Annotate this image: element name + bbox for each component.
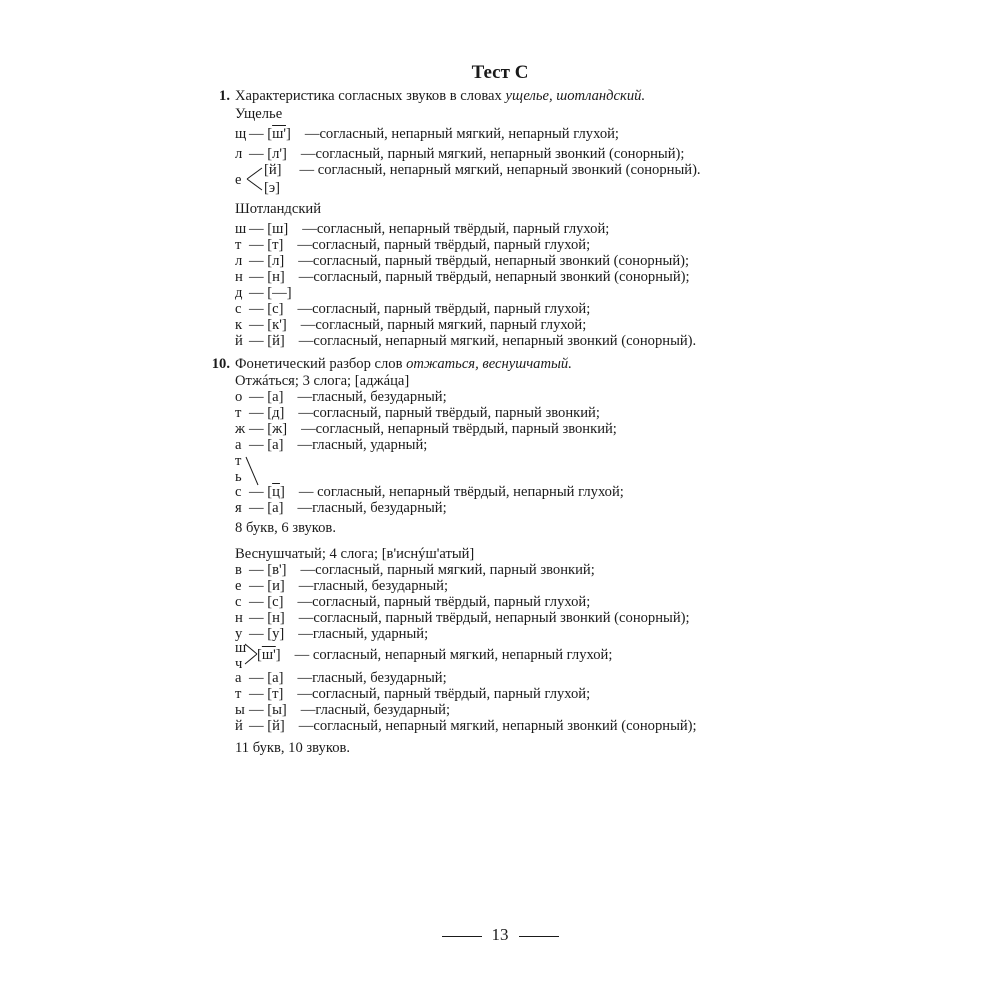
q10-word1-head: Отжáться; 3 слога; [аджáца] bbox=[235, 373, 410, 389]
row-letter: л bbox=[235, 253, 243, 269]
row-letter: т bbox=[235, 405, 242, 421]
table-row: т — [д] —согласный, парный твёрдый, парный звонкий; bbox=[235, 405, 600, 421]
row-sound: у bbox=[272, 626, 280, 642]
table-row: д — [—] bbox=[235, 285, 292, 301]
row-letter: л bbox=[235, 146, 243, 162]
page-number: 13 bbox=[491, 925, 509, 944]
q1-heading-plain: Характеристика согласных звуков в словах bbox=[235, 88, 506, 104]
q10-soft-sign: ь bbox=[235, 469, 242, 485]
table-row: ы — [ы] —гласный, безударный; bbox=[235, 702, 450, 718]
row-letter: н bbox=[235, 269, 243, 285]
row-sound: а bbox=[272, 437, 279, 453]
q10-heading bbox=[235, 356, 572, 372]
row-sound: к' bbox=[272, 317, 282, 333]
row-sound: с bbox=[272, 301, 279, 317]
table-row: а — [а] —гласный, безударный; bbox=[235, 670, 447, 686]
row-description: согласный, парный твёрдый, парный глухой; bbox=[312, 594, 591, 610]
row-sound: — bbox=[272, 285, 287, 301]
row-description: гласный, безударный; bbox=[315, 702, 450, 718]
row-letter: я bbox=[235, 500, 242, 516]
row-letter: щ bbox=[235, 126, 247, 142]
row-sound: т bbox=[272, 237, 279, 253]
table-row: н — [н] —согласный, парный твёрдый, непарный звонкий (сонорный); bbox=[235, 610, 690, 626]
q10-word1-total: 8 букв, 6 звуков. bbox=[235, 520, 336, 536]
row-sound: ш' bbox=[272, 126, 286, 142]
table-row: ш — [ш] —согласный, непарный твёрдый, парный глухой; bbox=[235, 221, 610, 237]
row-letter: д bbox=[235, 285, 243, 301]
q1-e-desc1: согласный, непарный мягкий, непарный звонкий (сонорный). bbox=[317, 162, 701, 178]
q1-e-letter: е bbox=[235, 172, 242, 188]
row-description: согласный, непарный мягкий, непарный глухой; bbox=[319, 126, 619, 142]
row-sound: в' bbox=[272, 562, 282, 578]
q10-word2-total: 11 букв, 10 звуков. bbox=[235, 740, 351, 756]
q1-number: 1. bbox=[219, 88, 230, 104]
footer-rule-left bbox=[442, 936, 482, 937]
table-row: е — [и] —гласный, безударный; bbox=[235, 578, 448, 594]
q10-heading-italic: отжаться, веснушчатый. bbox=[406, 356, 572, 372]
row-letter: о bbox=[235, 389, 243, 405]
table-row: в — [в'] —согласный, парный мягкий, парный звонкий; bbox=[235, 562, 595, 578]
page-title: Тест С bbox=[471, 62, 529, 83]
row-description: согласный, парный мягкий, парный глухой; bbox=[315, 317, 587, 333]
row-description: согласный, парный твёрдый, непарный звонкий (сонорный); bbox=[312, 253, 690, 269]
row-sound: л' bbox=[272, 146, 283, 162]
row-description: гласный, ударный; bbox=[312, 437, 428, 453]
row-description: гласный, безударный; bbox=[312, 500, 447, 516]
table-row: т — [т] —согласный, парный твёрдый, парный глухой; bbox=[235, 237, 591, 253]
table-row: ж — [ж] —согласный, непарный твёрдый, парный звонкий; bbox=[235, 421, 617, 437]
q10-sh-letter: ш bbox=[235, 640, 247, 656]
row-description: согласный, парный твёрдый, парный глухой; bbox=[311, 237, 591, 253]
table-row: к — [к'] —согласный, парный мягкий, парный глухой; bbox=[235, 317, 587, 333]
row-letter: е bbox=[235, 578, 242, 594]
row-sound: т bbox=[272, 686, 279, 702]
row-letter: т bbox=[235, 686, 242, 702]
row-description: гласный, безударный; bbox=[313, 578, 448, 594]
q10-word2-head: Веснушчатый; 4 слога; [в'иснýш'атый] bbox=[235, 546, 475, 562]
row-sound: н bbox=[272, 269, 280, 285]
row-letter: к bbox=[235, 317, 243, 333]
row-sound: а bbox=[272, 500, 279, 516]
row-sound: ж bbox=[272, 421, 283, 437]
row-sound: ы bbox=[272, 702, 282, 718]
table-row: й — [й] —согласный, непарный мягкий, непарный звонкий (сонорный). bbox=[235, 333, 697, 349]
row-letter: с bbox=[235, 301, 242, 317]
row-letter: й bbox=[235, 718, 243, 734]
table-row: й — [й] —согласный, непарный мягкий, непарный звонкий (сонорный); bbox=[235, 718, 697, 734]
row-description: согласный, парный мягкий, непарный звонкий (сонорный); bbox=[315, 146, 685, 162]
row-sound: д bbox=[272, 405, 280, 421]
row-sound: а bbox=[272, 389, 279, 405]
q10-shch-desc: согласный, непарный мягкий, непарный глухой; bbox=[312, 647, 613, 663]
row-letter: с bbox=[235, 594, 242, 610]
q1-word1: Ущелье bbox=[235, 106, 283, 122]
q10-shch-sound: ш' bbox=[261, 647, 276, 663]
q1-heading bbox=[235, 88, 645, 104]
q1-e-sound1-row: [й] — согласный, непарный мягкий, непарный звонкий (сонорный). bbox=[264, 162, 701, 178]
row-sound: и bbox=[272, 578, 280, 594]
row-description: гласный, безударный; bbox=[312, 670, 447, 686]
table-row: л — [л'] —согласный, парный мягкий, непарный звонкий (сонорный); bbox=[235, 146, 685, 162]
q10-c-row: с — [ц] — согласный, непарный твёрдый, непарный глухой; bbox=[235, 484, 624, 500]
row-description: гласный, ударный; bbox=[312, 626, 429, 642]
table-row: я — [а] —гласный, безударный; bbox=[235, 500, 447, 516]
row-letter: ш bbox=[235, 221, 247, 237]
q10-ch-letter: ч bbox=[235, 656, 243, 672]
table-row: л — [л] —согласный, парный твёрдый, непарный звонкий (сонорный); bbox=[235, 253, 690, 269]
row-sound: й bbox=[272, 718, 280, 734]
row-letter: ы bbox=[235, 702, 245, 718]
row-description: согласный, парный твёрдый, парный глухой; bbox=[312, 301, 591, 317]
table-row: а — [а] —гласный, ударный; bbox=[235, 437, 428, 453]
row-letter: у bbox=[235, 626, 243, 642]
q1-word2: Шотландский bbox=[235, 201, 322, 217]
row-description: гласный, безударный; bbox=[312, 389, 447, 405]
q10-c-sound: ц bbox=[272, 484, 280, 500]
row-description: согласный, парный мягкий, парный звонкий; bbox=[315, 562, 595, 578]
page-footer bbox=[0, 925, 1000, 945]
row-sound: а bbox=[272, 670, 279, 686]
row-sound: й bbox=[272, 333, 280, 349]
row-description: согласный, парный твёрдый, непарный звонкий (сонорный); bbox=[313, 610, 690, 626]
q1-heading-italic: ущелье, шотландский. bbox=[505, 88, 646, 104]
q1-e-sound2: [э] bbox=[264, 180, 280, 196]
footer-rule-right bbox=[519, 936, 559, 937]
row-letter: ж bbox=[235, 421, 246, 437]
branch-icon bbox=[245, 165, 265, 197]
q1-e-sound1: [й] bbox=[264, 162, 282, 178]
row-letter: н bbox=[235, 610, 243, 626]
table-row: с — [с] —согласный, парный твёрдый, парный глухой; bbox=[235, 594, 591, 610]
row-description: согласный, парный твёрдый, парный звонкий; bbox=[313, 405, 600, 421]
row-description: согласный, парный твёрдый, непарный звонкий (сонорный); bbox=[313, 269, 690, 285]
q10-shch-row: [ш'] — согласный, непарный мягкий, непарный глухой; bbox=[257, 647, 613, 663]
q10-number: 10. bbox=[211, 356, 230, 372]
q10-t-letter: т bbox=[235, 453, 242, 469]
row-sound: с bbox=[272, 594, 279, 610]
row-letter: й bbox=[235, 333, 243, 349]
row-description: согласный, парный твёрдый, парный глухой; bbox=[311, 686, 591, 702]
table-row: щ — [ш'] —согласный, непарный мягкий, непарный глухой; bbox=[235, 126, 619, 142]
table-row: н — [н] —согласный, парный твёрдый, непарный звонкий (сонорный); bbox=[235, 269, 690, 285]
row-letter: т bbox=[235, 237, 242, 253]
row-letter: а bbox=[235, 437, 242, 453]
q10-heading-plain: Фонетический разбор слов bbox=[235, 356, 407, 372]
row-letter: в bbox=[235, 562, 242, 578]
row-description: согласный, непарный мягкий, непарный звонкий (сонорный). bbox=[313, 333, 697, 349]
row-letter: а bbox=[235, 670, 242, 686]
q10-c-letter: с bbox=[235, 484, 242, 500]
table-row: у — [у] —гласный, ударный; bbox=[235, 626, 429, 642]
row-description: согласный, непарный мягкий, непарный звонкий (сонорный); bbox=[313, 718, 697, 734]
row-sound: л bbox=[272, 253, 280, 269]
row-sound: ш bbox=[272, 221, 284, 237]
row-description: согласный, непарный твёрдый, парный звонкий; bbox=[315, 421, 617, 437]
row-description: согласный, непарный твёрдый, парный глухой; bbox=[316, 221, 610, 237]
row-sound: н bbox=[272, 610, 280, 626]
q10-c-desc: согласный, непарный твёрдый, непарный глухой; bbox=[317, 484, 624, 500]
table-row: о — [а] —гласный, безударный; bbox=[235, 389, 447, 405]
table-row: с — [с] —согласный, парный твёрдый, парный глухой; bbox=[235, 301, 591, 317]
table-row: т — [т] —согласный, парный твёрдый, парный глухой; bbox=[235, 686, 591, 702]
